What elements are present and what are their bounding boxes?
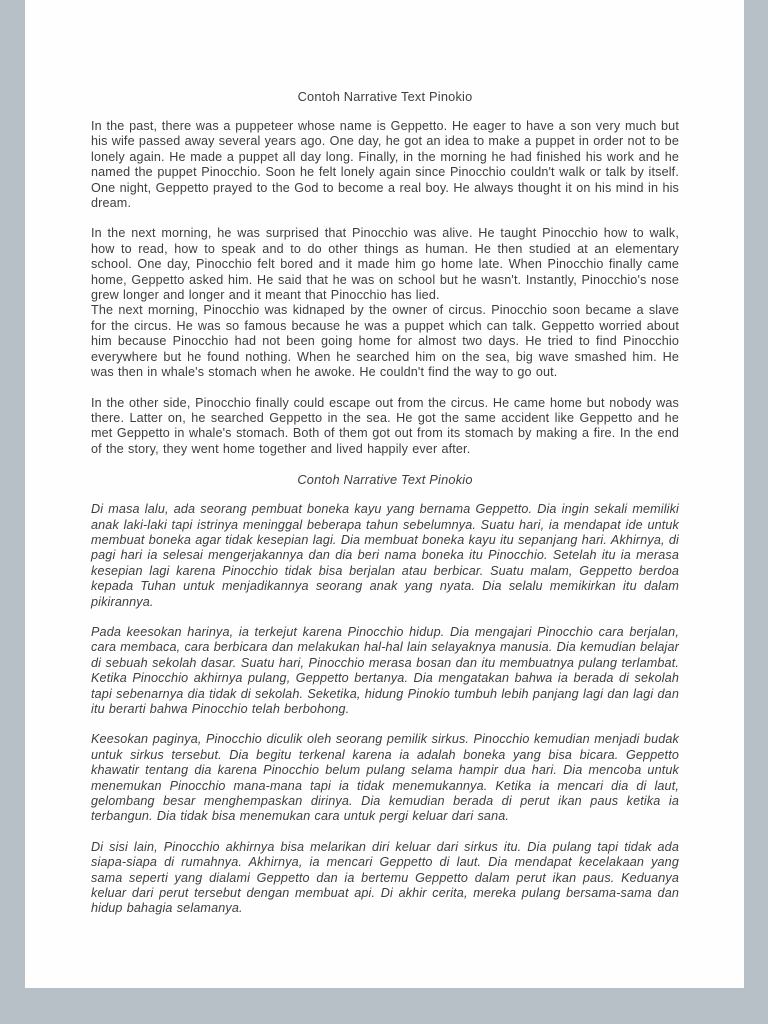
english-paragraph-3: The next morning, Pinocchio was kidnaped by the owner of circus. Pinocchio soon became a slave for the circus. He was so famous because he was a puppet which can talk. Geppetto worried about him because Pinocchio had not been going home for almost two days. He tried to find Pinocchio everywhere but he found nothing. When he searched him on the sea, big wave smashed him. He was then in whale's stomach when he awoke. He couldn't find the way to go out.	[91, 303, 679, 380]
indonesian-paragraph-3: Keesokan paginya, Pinocchio diculik oleh seorang pemilik sirkus. Pinocchio kemudian menjadi budak untuk sirkus tersebut. Dia begitu terkenal karena ia adalah boneka yang bisa bicara. Geppetto khawatir tentang dia karena Pinocchio belum pulang selama hampir dua hari. Dia mencoba untuk menemukan Pinocchio mana-mana tapi ia tidak menemukannya. Ketika ia mencari dia di laut, gelombang besar menghempaskan dirinya. Dia kemudian berada di perut ikan paus ketika ia terbangun. Dia tidak bisa menemukan cara untuk pergi keluar dari sana.	[91, 732, 679, 824]
document-title-indonesian: Contoh Narrative Text Pinokio	[297, 472, 473, 488]
document-page	[25, 0, 744, 988]
english-paragraph-4: In the other side, Pinocchio finally could escape out from the circus. He came home but nobody was there. Latter on, he searched Geppetto in the sea. He got the same accident like Geppetto and he met Geppetto in whale's stomach. Both of them got out from its stomach by making a fire. In the end of the story, they went home together and lived happily ever after.	[91, 395, 679, 456]
indonesian-paragraph-4: Di sisi lain, Pinocchio akhirnya bisa melarikan diri keluar dari sirkus itu. Dia pulang tapi tidak ada siapa-siapa di rumahnya. Akhirnya, ia mencari Geppetto di laut. Dia mendapat kecelakaan yang sama seperti yang dialami Geppetto dan ia bertemu Geppetto dalam perut ikan paus. Keduanya keluar dari perut tersebut dengan membuat api. Di akhir cerita, mereka pulang bersama-sama dan hidup bahagia selamanya.	[91, 839, 679, 916]
english-paragraph-1: In the past, there was a puppeteer whose name is Geppetto. He eager to have a son very much but his wife passed away several years ago. One day, he got an idea to make a puppet in order not to be lonely again. He made a puppet all day long. Finally, in the morning he had finished his work and he named the puppet Pinocchio. Soon he felt lonely again since Pinocchio couldn't walk or talk by itself. One night, Geppetto prayed to the God to become a real boy. He always thought it on his mind in his dream.	[91, 119, 679, 211]
english-paragraph-2: In the next morning, he was surprised that Pinocchio was alive. He taught Pinocchio how to walk, how to read, how to speak and to do other things as human. He then studied at an elementary school. One day, Pinocchio felt bored and it made him go home late. When Pinocchio finally came home, Geppetto asked him. He said that he was on school but he wasn't. Instantly, Pinocchio's nose grew longer and longer and it meant that Pinocchio has lied.	[91, 226, 679, 303]
indonesian-paragraph-1: Di masa lalu, ada seorang pembuat boneka kayu yang bernama Geppetto. Dia ingin sekali memiliki anak laki-laki tapi istrinya meninggal beberapa tahun sebelumnya. Suatu hari, ia mendapat ide untuk membuat boneka agar tidak kesepian lagi. Dia membuat boneka kayu itu sepanjang hari. Akhirnya, di pagi hari ia selesai mengerjakannya dan dia beri nama boneka itu Pinocchio. Setelah itu ia merasa kesepian lagi karena Pinocchio tidak bisa berjalan atau berbicar. Suatu malam, Geppetto berdoa kepada Tuhan untuk menjadikannya seorang anak yang nyata. Dia selalu memikirkan itu dalam pikirannya.	[91, 502, 679, 609]
document-title-english: Contoh Narrative Text Pinokio	[297, 89, 473, 104]
indonesian-paragraph-2: Pada keesokan harinya, ia terkejut karena Pinocchio hidup. Dia mengajari Pinocchio cara berjalan, cara membaca, cara berbicara dan melakukan hal-hal lain selayaknya manusia. Dia kemudian belajar di sebuah sekolah dasar. Suatu hari, Pinocchio merasa bosan dan itu membuatnya pulang terlambat. Ketika Pinocchio akhirnya pulang, Geppetto bertanya. Dia mengatakan bahwa ia berada di sekolah tapi sebenarnya dia tidak di sekolah. Seketika, hidung Pinokio tumbuh lebih panjang lagi dan lagi dan itu berarti bahwa Pinocchio telah berbohong.	[91, 624, 679, 716]
